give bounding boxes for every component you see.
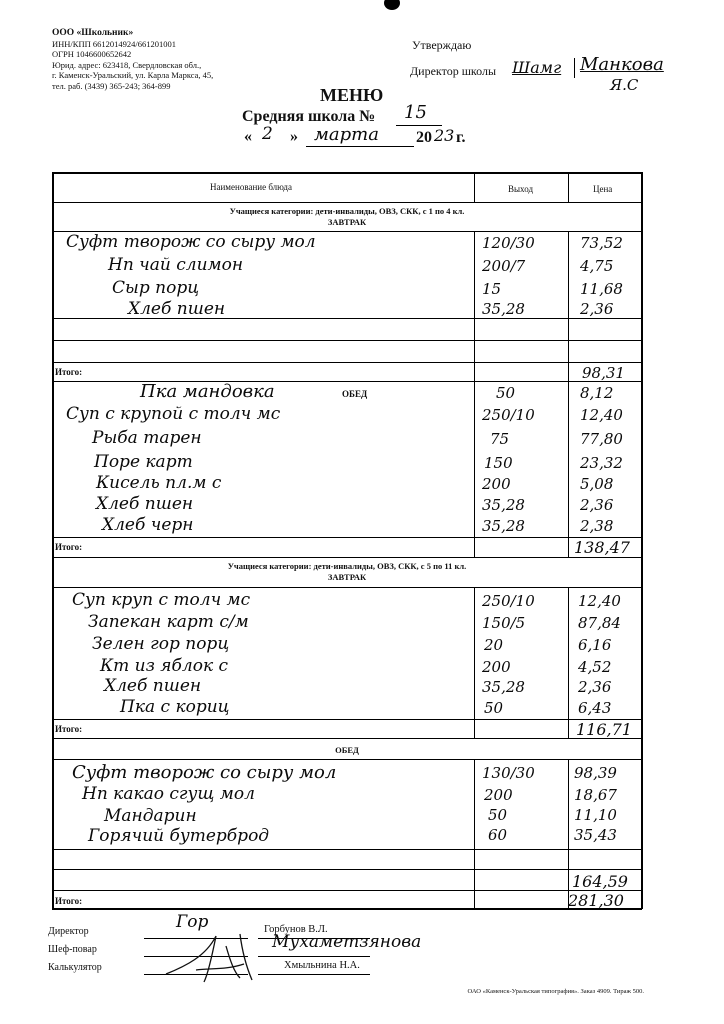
col-line-output-s2 [474,588,475,738]
row-line [52,869,642,870]
dish-price: 12,40 [580,406,623,424]
dish-name: Хлеб пшен [128,299,226,319]
dish-price: 6,43 [578,699,612,717]
row-line [52,738,642,739]
dish-price: 6,16 [578,636,612,654]
total-value: 281,30 [568,891,624,910]
section-1-category: Учащиеся категории: дети-инвалиды, ОВЗ, СКК, с 1 по 4 кл. [229,206,465,216]
calculator-name: Хмыльнина Н.А. [284,960,360,971]
dish-name: Пка мандовка [140,381,275,402]
dish-price: 18,67 [574,786,617,804]
dish-output: 35,28 [482,517,525,535]
date-year-prefix: 20 [416,129,432,146]
dish-name: Хлеб пшен [104,676,202,696]
table-border-top [52,172,642,174]
section-2-category: Учащиеся категории: дети-инвалиды, ОВЗ, СКК, с 5 по 11 кл. [227,561,467,571]
dish-output: 35,28 [482,678,525,696]
col-line-price-s2 [568,588,569,738]
dish-output: 120/30 [482,234,535,252]
dish-name: Поре карт [94,452,193,472]
director-name: Горбунов В.Л. [264,924,328,935]
dish-name: Мандарин [104,806,197,826]
school-number: 15 [404,102,427,123]
dish-name: Зелен гор порц [92,634,230,654]
date-year-suffix: 23 [434,126,455,145]
total-label: Итого: [55,724,83,734]
total-value: 98,31 [582,364,625,382]
total-label: Итого: [55,542,83,552]
dish-name: Пка с кориц [120,697,230,717]
dish-output: 200/7 [482,257,526,275]
menu-title: МЕНЮ [320,85,384,105]
dish-name: Сыр порц [112,278,200,298]
row-line [52,537,642,538]
company-ogrn: ОГРН 1046600652642 [52,49,132,59]
chef-name: Мухаметзянова [272,932,422,952]
dish-output: 250/10 [482,406,535,424]
row-line [52,759,642,760]
date-day: 2 [262,124,273,144]
company-inn: ИНН/КПП 6612014924/661201001 [52,38,176,49]
col-line-output-s2-lunch [474,760,475,909]
dish-output: 75 [490,430,510,448]
dish-output: 35,28 [482,496,525,514]
dish-price: 77,80 [580,430,623,448]
col-line-output-s1 [474,232,475,558]
section-2-header [52,561,642,583]
dish-name: Нп чай слимон [108,255,244,275]
company-address-2: г. Каменск-Уральский, ул. Карла Маркса, 45, [52,70,214,80]
dish-price: 23,32 [580,454,623,472]
date-quote-open: « [244,128,252,145]
row-line [52,362,642,363]
row-line [52,890,642,891]
section-1-lunch-label: ОБЕД [342,389,368,399]
col-line-price-s2-lunch [568,760,569,909]
dish-price: 2,38 [580,517,614,535]
table-border-left [52,172,54,909]
dish-output: 50 [484,699,504,717]
col-header-name: Наименование блюда [210,182,293,192]
dish-name: Хлеб пшен [96,494,194,514]
row-line [52,557,642,558]
name-line-calc [258,974,370,975]
table-border-bottom [52,908,642,910]
dish-name: Хлеб черн [102,515,194,535]
company-phone: тел. раб. (3439) 365-243; 364-899 [52,80,171,91]
dish-output: 60 [488,826,508,844]
chef-label: Шеф-повар [48,944,97,955]
dish-output: 15 [482,280,502,298]
signature-divider [574,58,575,78]
table-border-right [641,172,643,909]
dish-price: 4,75 [580,257,614,275]
dish-name: Нп какао сгущ мол [82,784,255,804]
punch-hole [384,0,400,10]
dish-price: 11,10 [574,806,617,824]
dish-price: 87,84 [578,614,621,632]
printer-footer: ОАО «Каменск-Уральская типография». Заказ 4909. Тираж 500. [467,988,644,995]
dish-price: 35,43 [574,826,617,844]
section-1-header [52,206,642,228]
school-label: Средняя школа № [242,108,376,125]
company-details [52,28,213,91]
dish-name: Суфт творож со сыру мол [72,762,337,783]
col-header-price: Цена [593,184,613,194]
dish-price: 2,36 [580,496,614,514]
dish-name: Суфт творож со сыру мол [66,232,316,252]
total-value: 116,71 [576,720,632,739]
col-line-price-s1 [568,232,569,558]
dish-output: 50 [488,806,508,824]
dish-price: 12,40 [578,592,621,610]
dish-output: 200 [484,786,513,804]
dish-output: 20 [484,636,504,654]
dish-price: 73,52 [580,234,623,252]
section-2-lunch-label: ОБЕД [335,745,359,755]
chef-signature-scribble [156,926,266,986]
director-school-name: Манкова [580,54,664,75]
dish-price: 2,36 [578,678,612,696]
section-1-breakfast-label: ЗАВТРАК [327,217,367,227]
dish-output: 250/10 [482,592,535,610]
total-label: Итого: [55,367,83,377]
dish-output: 35,28 [482,300,525,318]
approval-label: Утверждаю [412,38,472,52]
date-month-underline [306,146,414,147]
dish-output: 150/5 [482,614,526,632]
dish-output: 150 [484,454,513,472]
director-school-signature: Шамг [512,58,562,77]
dish-output: 130/30 [482,764,535,782]
dish-name: Запекан карт с/м [88,612,249,632]
section-2-breakfast-label: ЗАВТРАК [327,572,367,582]
director-signature: Гор [176,912,209,932]
dish-name: Кисель пл.м с [96,473,222,493]
dish-price: 8,12 [580,384,614,402]
row-line-s2-header [52,587,642,588]
director-label: Директор [48,926,89,937]
total-label: Итого: [55,896,83,906]
dish-price: 2,36 [580,300,614,318]
col-line-price [568,172,569,202]
dish-name: Суп с крупой с толч мс [66,404,281,424]
dish-name: Горячий бутерброд [88,826,270,846]
calculator-label: Калькулятор [48,962,102,973]
col-header-output: Выход [508,184,534,194]
subtotal-value: 164,59 [572,872,628,891]
row-line [52,719,642,720]
row-line [52,340,642,341]
director-school-label: Директор школы [410,64,497,78]
date-month: марта [314,124,379,145]
date-year-tail: г. [456,129,466,146]
dish-price: 11,68 [580,280,623,298]
dish-name: Рыба тарен [92,428,202,448]
date-quote-close: » [290,128,298,145]
dish-name: Суп круп с толч мс [72,590,251,610]
name-line-chef [258,956,370,957]
company-name: ООО «Школьник» [52,28,134,38]
row-line-header [52,202,642,203]
dish-output: 50 [496,384,516,402]
dish-price: 98,39 [574,764,617,782]
dish-name: Кт из яблок с [100,656,229,676]
total-value: 138,47 [574,538,630,557]
dish-price: 5,08 [580,475,614,493]
dish-price: 4,52 [578,658,612,676]
dish-output: 200 [482,658,511,676]
dish-output: 200 [482,475,511,493]
row-line [52,849,642,850]
director-school-initials: Я.С [610,76,639,94]
col-line-output [474,172,475,202]
company-address-1: Юрид. адрес: 623418, Свердловская обл., [52,59,202,70]
